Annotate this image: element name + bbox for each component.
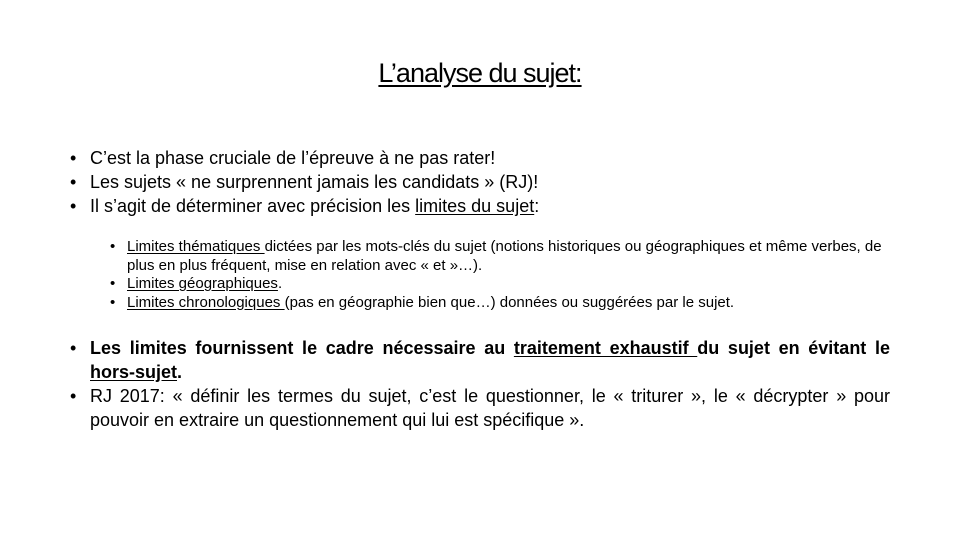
sub-bullet-item <box>127 294 887 313</box>
bullet-item <box>90 384 890 432</box>
underlined-term: Limites chronologiques <box>127 293 285 311</box>
underlined-term: Limites géographiques <box>127 275 278 292</box>
sub-bullet-text: dictées par les mots-clés du sujet (notions historiques ou géographiques et même verbes, de plus en plus fréquent, mise en relation avec « et »…). <box>127 238 882 274</box>
bullet-text: : <box>534 196 540 216</box>
main-bullet-list <box>90 146 890 218</box>
bullet-item <box>90 170 890 194</box>
bullet-item <box>90 336 890 384</box>
bullet-item <box>90 146 890 170</box>
sub-bullet-list <box>127 238 887 312</box>
sub-bullet-text: (pas en géographie bien que…) données ou suggérées par le sujet. <box>284 293 735 311</box>
underlined-term: limites du sujet <box>415 196 535 216</box>
slide-title-text: L’analyse du sujet: <box>378 58 582 88</box>
sub-bullet-text: . <box>277 275 283 292</box>
sub-bullet-item <box>127 275 887 294</box>
bullet-text: . <box>177 362 183 382</box>
bullet-text: Les sujets « ne surprennent jamais les candidats » (RJ)! <box>90 172 539 192</box>
conclusion-bullet-list <box>90 336 890 432</box>
bullet-text: du sujet en évitant le <box>697 338 890 358</box>
bullet-item <box>90 194 890 218</box>
bullet-text: Les limites fournissent le cadre nécessaire au <box>90 338 514 358</box>
slide-title <box>0 58 960 89</box>
underlined-term: Limites thématiques <box>127 238 265 255</box>
underlined-term: traitement exhaustif <box>513 338 698 358</box>
bullet-text: Il s’agit de déterminer avec précision les <box>90 196 416 216</box>
bullet-text: C’est la phase cruciale de l’épreuve à ne pas rater! <box>90 148 496 168</box>
sub-bullet-item <box>127 238 887 275</box>
underlined-term: hors-sujet <box>90 362 178 382</box>
bullet-text: RJ 2017: « définir les termes du sujet, c’est le questionner, le « triturer », le « décrypter » pour pouvoir en extraire un questionnement qui lui est spécifique ». <box>90 386 890 430</box>
